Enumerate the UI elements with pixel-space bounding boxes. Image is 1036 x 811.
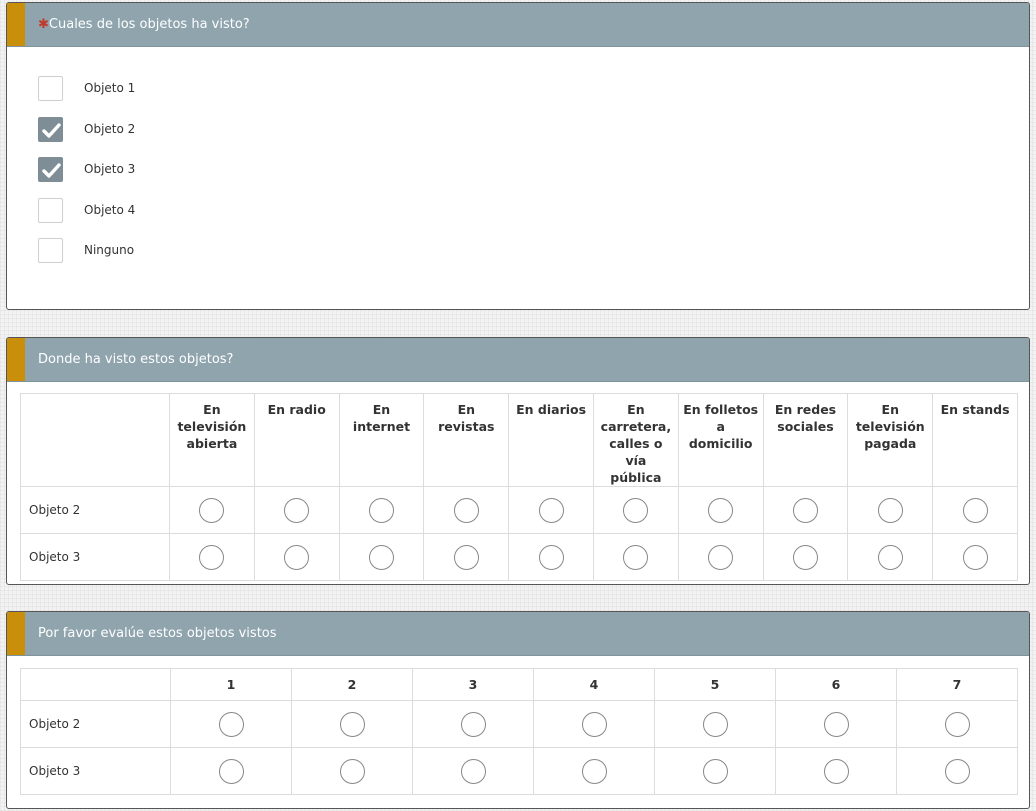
radio-cell[interactable] bbox=[339, 534, 424, 581]
checkbox[interactable] bbox=[38, 76, 63, 101]
check-icon bbox=[42, 122, 61, 139]
matrix-row bbox=[21, 487, 1018, 534]
radio-button[interactable] bbox=[703, 712, 728, 737]
checkbox-label: Objeto 3 bbox=[84, 162, 136, 177]
radio-button[interactable] bbox=[369, 545, 394, 570]
matrix-corner-cell bbox=[21, 394, 170, 487]
radio-button[interactable] bbox=[219, 712, 244, 737]
radio-cell[interactable] bbox=[933, 487, 1018, 534]
radio-cell[interactable] bbox=[593, 534, 678, 581]
radio-button[interactable] bbox=[793, 545, 818, 570]
radio-cell[interactable] bbox=[424, 487, 509, 534]
column-header: 5 bbox=[655, 669, 776, 701]
radio-cell[interactable] bbox=[292, 748, 413, 795]
radio-button[interactable] bbox=[454, 545, 479, 570]
radio-button[interactable] bbox=[199, 498, 224, 523]
radio-cell[interactable] bbox=[897, 701, 1018, 748]
radio-button[interactable] bbox=[340, 759, 365, 784]
radio-cell[interactable] bbox=[509, 534, 594, 581]
radio-cell[interactable] bbox=[534, 748, 655, 795]
row-label: Objeto 3 bbox=[21, 748, 171, 795]
checkbox[interactable] bbox=[38, 198, 63, 223]
radio-button[interactable] bbox=[963, 498, 988, 523]
checkbox-checked[interactable] bbox=[38, 117, 63, 142]
radio-button[interactable] bbox=[461, 759, 486, 784]
column-header: En televisión abierta bbox=[170, 394, 255, 487]
radio-cell[interactable] bbox=[933, 534, 1018, 581]
radio-button[interactable] bbox=[539, 498, 564, 523]
question-3-header bbox=[7, 612, 1029, 656]
radio-button[interactable] bbox=[623, 498, 648, 523]
question-1-title bbox=[38, 3, 250, 46]
radio-cell[interactable] bbox=[170, 534, 255, 581]
column-header: 1 bbox=[171, 669, 292, 701]
matrix-header-row bbox=[21, 394, 1018, 487]
checkbox[interactable] bbox=[38, 238, 63, 263]
radio-cell[interactable] bbox=[655, 748, 776, 795]
column-header: En revistas bbox=[424, 394, 509, 487]
radio-button[interactable] bbox=[963, 545, 988, 570]
column-header: En televisión pagada bbox=[848, 394, 933, 487]
question-3-matrix bbox=[20, 668, 1018, 795]
radio-cell[interactable] bbox=[848, 534, 933, 581]
column-header: En redes sociales bbox=[763, 394, 848, 487]
matrix-row bbox=[21, 748, 1018, 795]
column-header: En carretera, calles o vía pública bbox=[593, 394, 678, 487]
radio-button[interactable] bbox=[582, 712, 607, 737]
checkbox-label: Objeto 1 bbox=[84, 81, 136, 95]
radio-cell[interactable] bbox=[171, 748, 292, 795]
radio-button[interactable] bbox=[369, 498, 394, 523]
question-2-header bbox=[7, 338, 1029, 382]
column-header: 6 bbox=[776, 669, 897, 701]
matrix-corner-cell bbox=[21, 669, 171, 701]
radio-cell[interactable] bbox=[776, 701, 897, 748]
radio-button[interactable] bbox=[623, 545, 648, 570]
checkbox-option-objeto-3[interactable] bbox=[38, 157, 1029, 198]
header-accent-bar bbox=[7, 338, 25, 381]
radio-cell[interactable] bbox=[413, 748, 534, 795]
question-3-panel bbox=[6, 611, 1030, 809]
radio-button[interactable] bbox=[708, 498, 733, 523]
checkbox-checked[interactable] bbox=[38, 157, 63, 182]
radio-cell[interactable] bbox=[424, 534, 509, 581]
radio-cell[interactable] bbox=[776, 748, 897, 795]
radio-cell[interactable] bbox=[413, 701, 534, 748]
question-2-title: Donde ha visto estos objetos? bbox=[38, 352, 234, 367]
checkbox-label: Objeto 4 bbox=[84, 202, 136, 217]
matrix-row bbox=[21, 701, 1018, 748]
column-header: En diarios bbox=[509, 394, 594, 487]
checkbox-label: Objeto 2 bbox=[84, 121, 136, 136]
question-1-title-text: Cuales de los objetos ha visto? bbox=[48, 17, 250, 32]
checkbox-option-ninguno[interactable] bbox=[38, 238, 1029, 279]
column-header: En folletos a domicilio bbox=[678, 394, 763, 487]
radio-cell[interactable] bbox=[848, 487, 933, 534]
question-1-panel bbox=[6, 2, 1030, 310]
question-2-matrix bbox=[20, 393, 1018, 581]
radio-button[interactable] bbox=[461, 712, 486, 737]
matrix-header-row bbox=[21, 669, 1018, 701]
radio-button[interactable] bbox=[824, 712, 849, 737]
radio-button[interactable] bbox=[340, 712, 365, 737]
radio-cell[interactable] bbox=[509, 487, 594, 534]
radio-button[interactable] bbox=[199, 545, 224, 570]
radio-button[interactable] bbox=[284, 498, 309, 523]
checkbox-label: Ninguno bbox=[84, 243, 135, 258]
radio-cell[interactable] bbox=[170, 487, 255, 534]
column-header: En internet bbox=[339, 394, 424, 487]
radio-cell[interactable] bbox=[254, 534, 339, 581]
header-accent-bar bbox=[7, 612, 25, 655]
radio-cell[interactable] bbox=[763, 487, 848, 534]
column-header: 7 bbox=[897, 669, 1018, 701]
row-label: Objeto 2 bbox=[21, 487, 170, 534]
radio-button[interactable] bbox=[708, 545, 733, 570]
radio-button[interactable] bbox=[878, 498, 903, 523]
radio-cell[interactable] bbox=[339, 487, 424, 534]
column-header: En stands bbox=[933, 394, 1018, 487]
radio-cell[interactable] bbox=[678, 534, 763, 581]
required-asterisk-icon: ✱ bbox=[38, 17, 49, 32]
column-header: 4 bbox=[534, 669, 655, 701]
radio-button[interactable] bbox=[824, 759, 849, 784]
checkbox-list bbox=[7, 47, 1029, 279]
radio-button[interactable] bbox=[582, 759, 607, 784]
radio-cell[interactable] bbox=[763, 534, 848, 581]
radio-cell[interactable] bbox=[593, 487, 678, 534]
question-3-title: Por favor evalúe estos objetos vistos bbox=[38, 626, 277, 641]
checkbox-option-objeto-1[interactable] bbox=[38, 76, 1029, 117]
check-icon bbox=[42, 162, 61, 179]
radio-cell[interactable] bbox=[655, 701, 776, 748]
radio-cell[interactable] bbox=[292, 701, 413, 748]
radio-cell[interactable] bbox=[678, 487, 763, 534]
question-2-panel bbox=[6, 337, 1030, 585]
radio-button[interactable] bbox=[219, 759, 244, 784]
row-label: Objeto 3 bbox=[21, 534, 170, 581]
column-header: En radio bbox=[254, 394, 339, 487]
radio-cell[interactable] bbox=[897, 748, 1018, 795]
radio-button[interactable] bbox=[539, 545, 564, 570]
radio-button[interactable] bbox=[945, 712, 970, 737]
radio-cell[interactable] bbox=[171, 701, 292, 748]
radio-button[interactable] bbox=[945, 759, 970, 784]
radio-button[interactable] bbox=[703, 759, 728, 784]
row-label: Objeto 2 bbox=[21, 701, 171, 748]
matrix-row bbox=[21, 534, 1018, 581]
radio-button[interactable] bbox=[454, 498, 479, 523]
header-accent-bar bbox=[7, 3, 25, 46]
radio-button[interactable] bbox=[878, 545, 903, 570]
radio-cell[interactable] bbox=[534, 701, 655, 748]
radio-button[interactable] bbox=[793, 498, 818, 523]
column-header: 2 bbox=[292, 669, 413, 701]
checkbox-option-objeto-2[interactable] bbox=[38, 117, 1029, 158]
checkbox-option-objeto-4[interactable] bbox=[38, 198, 1029, 239]
radio-button[interactable] bbox=[284, 545, 309, 570]
column-header: 3 bbox=[413, 669, 534, 701]
radio-cell[interactable] bbox=[254, 487, 339, 534]
question-1-header bbox=[7, 3, 1029, 47]
